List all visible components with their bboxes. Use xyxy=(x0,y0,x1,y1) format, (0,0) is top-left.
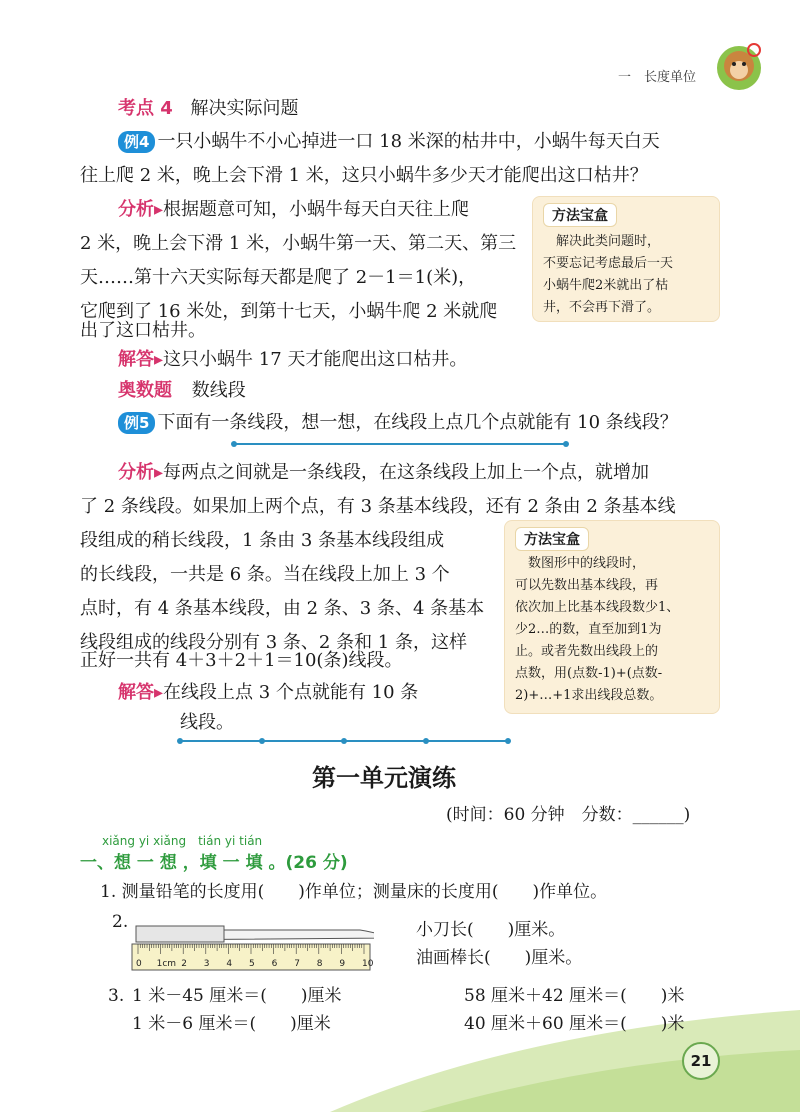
example4-analysis-2: 2 米，晚上会下滑 1 米，小蜗牛第一天、第二天、第三 xyxy=(80,233,517,254)
example5-analysis-4: 的长线段，一共是 6 条。当在线段上加上 3 个 xyxy=(80,564,450,585)
divider xyxy=(176,735,512,747)
example4-line2: 往上爬 2 米，晚上会下滑 1 米，这只小蜗牛多少天才能爬出这口枯井？ xyxy=(80,165,648,186)
tip-line: 2)+…+1求出线段总数。 xyxy=(515,688,663,703)
analysis-label: 分析▸ xyxy=(118,199,164,220)
example4-analysis-3: 天……第十六天实际每天都是爬了 2－1＝1(米)， xyxy=(80,267,477,288)
tip-line: 点数，用(点数-1)+(点数- xyxy=(515,666,663,681)
olympiad-title: 数线段 xyxy=(191,380,246,401)
olympiad-heading xyxy=(118,376,246,402)
ruler-tick-label: 0 xyxy=(136,959,142,969)
section-heading xyxy=(118,94,299,120)
tip-line: 小蜗牛爬2米就出了枯 xyxy=(543,278,669,293)
tip-body xyxy=(543,231,673,319)
unit-meta: (时间：60 分钟 分数：______) xyxy=(446,805,691,825)
analysis-text: 根据题意可知，小蜗牛每天白天往上爬 xyxy=(163,199,470,220)
analysis-label: 分析▸ xyxy=(118,462,164,483)
example5-question xyxy=(118,406,678,440)
example5-analysis-3: 段组成的稍长线段，1 条由 3 条基本线段组成 xyxy=(80,530,445,551)
answer-label: 解答▸ xyxy=(118,349,164,370)
ruler-tick-label: 5 xyxy=(249,959,255,969)
monkey-mascot-icon xyxy=(714,40,764,92)
example5-analysis-2: 了 2 条线段。如果加上两个点，有 3 条基本线段，还有 2 条由 2 条基本线 xyxy=(80,496,676,517)
question-3c: 1 米－6 厘米＝( )厘米 xyxy=(132,1014,331,1034)
tip-body xyxy=(515,553,679,707)
tip-line: 依次加上比基本线段数少1、 xyxy=(515,600,680,615)
tip-line: 可以先数出基本线段，再 xyxy=(515,578,659,593)
example5-analysis-1 xyxy=(118,456,649,490)
example4-analysis-1 xyxy=(118,193,469,227)
method-tip-box xyxy=(532,196,720,322)
segment-figure xyxy=(230,438,570,450)
tip-line: 少2…的数，直至加到1为 xyxy=(515,622,662,637)
unit-title: 第一单元演练 xyxy=(312,764,456,792)
part1-pinyin: xiǎng yi xiǎng tián yi tián xyxy=(102,834,263,848)
example4-analysis-5: 出了这口枯井。 xyxy=(80,320,206,341)
section-tag: 考点 4 xyxy=(118,98,173,119)
chapter-header: 一 长度单位 xyxy=(618,70,697,85)
part1-title: 一、想 一 想 ，填 一 填 。(26 分) xyxy=(80,853,348,873)
tip-line: 止。或者先数出线段上的 xyxy=(515,644,659,659)
ruler-tick-label: 4 xyxy=(226,959,233,969)
example5-badge: 例5 xyxy=(118,412,155,434)
method-tip-box-2 xyxy=(504,520,720,714)
knife-ruler-figure xyxy=(130,916,374,972)
example4-analysis-4: 它爬到了 16 米处，到第十七天，小蜗牛爬 2 米就爬 xyxy=(80,301,498,322)
analysis-text: 每两点之间就是一条线段，在这条线段上加上一个点，就增加 xyxy=(163,462,650,483)
ruler-tick-label: 9 xyxy=(339,959,346,969)
ruler-tick-label: 7 xyxy=(294,959,300,969)
ruler-tick-label: 8 xyxy=(316,959,323,969)
page-number: 21 xyxy=(682,1042,720,1080)
example5-analysis-5: 点时，有 4 条基本线段，由 2 条、3 条、4 条基本 xyxy=(80,598,485,619)
question-2-number: 2. xyxy=(112,912,129,932)
ruler-tick-label: 6 xyxy=(271,959,278,969)
olympiad-tag: 奥数题 xyxy=(118,380,172,401)
example5-analysis-7: 正好一共有 4＋3＋2＋1＝10(条)线段。 xyxy=(80,650,403,671)
question-3a: 1 米－45 厘米＝( )厘米 xyxy=(132,986,342,1006)
tip-title: 方法宝盒 xyxy=(515,527,589,551)
example4-answer xyxy=(118,343,467,377)
example4-line1 xyxy=(118,125,660,159)
question-3b: 58 厘米＋42 厘米＝( )米 xyxy=(464,986,685,1006)
answer-text: 这只小蜗牛 17 天才能爬出这口枯井。 xyxy=(163,349,468,370)
example5-answer-2: 线段。 xyxy=(180,712,234,733)
answer-label: 解答▸ xyxy=(118,682,164,703)
example5-analysis-6: 线段组成的线段分别有 3 条、2 条和 1 条，这样 xyxy=(80,632,467,653)
tip-line: 数图形中的线段时， xyxy=(515,556,646,571)
example4-badge: 例4 xyxy=(118,131,155,153)
tip-line: 解决此类问题时， xyxy=(543,234,661,249)
example5-answer-1 xyxy=(118,676,418,710)
example5-text: 下面有一条线段，想一想，在线段上点几个点就能有 10 条线段？ xyxy=(157,412,678,433)
tip-title: 方法宝盒 xyxy=(543,203,617,227)
tip-line: 井，不会再下滑了。 xyxy=(543,300,661,315)
knife-handle xyxy=(136,926,224,942)
answer-text: 在线段上点 3 个点就能有 10 条 xyxy=(163,682,419,703)
section-title: 解决实际问题 xyxy=(190,98,299,119)
example4-text: 一只小蜗牛不小心掉进一口 18 米深的枯井中，小蜗牛每天白天 xyxy=(157,131,660,152)
ruler-tick-label: 3 xyxy=(203,959,210,969)
question-2b: 油画棒长( )厘米。 xyxy=(416,948,583,968)
tip-line: 不要忘记考虑最后一天 xyxy=(543,256,674,271)
question-3d: 40 厘米＋60 厘米＝( )米 xyxy=(464,1014,685,1034)
ruler-tick-label: 1cm xyxy=(156,959,177,969)
ruler-tick-label: 10 xyxy=(362,959,374,969)
question-2a: 小刀长( )厘米。 xyxy=(416,920,566,940)
ruler-tick-label: 2 xyxy=(181,959,187,969)
question-1: 1. 测量铅笔的长度用( )作单位；测量床的长度用( )作单位。 xyxy=(100,882,608,902)
question-3-number: 3. xyxy=(108,986,125,1006)
